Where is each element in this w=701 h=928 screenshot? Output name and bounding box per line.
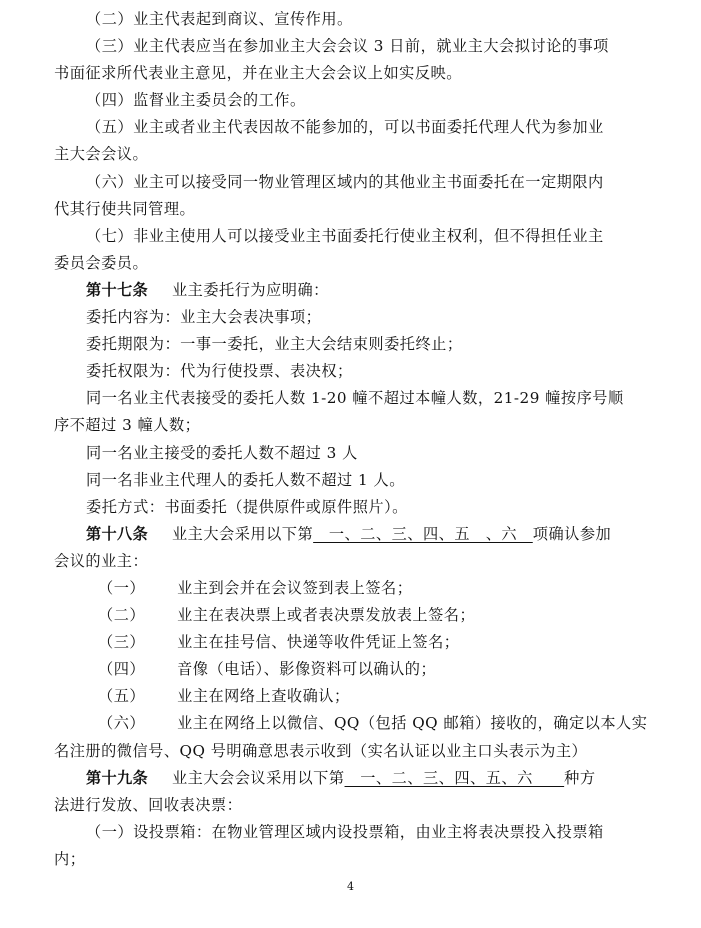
- article-17-item: 委托权限为：代为行使投票、表决权；: [86, 362, 353, 381]
- item-text: 业主在挂号信、快递等收件凭证上签名；: [177, 633, 460, 652]
- article-17-item: 委托内容为：业主大会表决事项；: [86, 308, 322, 327]
- article-18-post: 项确认参加: [532, 524, 612, 543]
- paragraph-line: （二）业主代表起到商议、宣传作用。: [86, 10, 353, 28]
- article-19-heading: 第十九条: [86, 768, 148, 787]
- article-17-line: 委托方式：书面委托（提供原件或原件照片）。: [86, 497, 408, 516]
- paragraph-line: 代其行使共同管理。: [54, 199, 196, 218]
- paragraph-line: （六）业主可以接受同一物业管理区域内的其他业主书面委托在一定期限内: [86, 172, 604, 191]
- page-number: 4: [347, 880, 354, 893]
- item-number: （六）: [98, 714, 146, 733]
- paragraph-line: （四）监督业主委员会的工作。: [86, 91, 306, 110]
- article-17-line: 同一名业主接受的委托人数不超过 3 人: [86, 443, 358, 462]
- item-text: 音像（电话）、影像资料可以确认的；: [177, 660, 437, 679]
- paragraph-line: （五）业主或者业主代表因故不能参加的，可以书面委托代理人代为参加业: [86, 118, 604, 137]
- body-text: [54, 6, 654, 873]
- article-18-item: [54, 575, 654, 602]
- item-number: （四）: [98, 660, 146, 679]
- article-19: [54, 765, 654, 792]
- article-19-filled-blank: 一、二、三、四、五、六: [344, 768, 565, 787]
- article-17-item: 委托期限为：一事一委托，业主大会结束则委托终止；: [86, 335, 463, 354]
- paragraph-line: （三）业主代表应当在参加业主大会会议 3 日前，就业主大会拟讨论的事项: [86, 37, 609, 56]
- article-19-item: 内；: [54, 849, 86, 868]
- paragraph-line: （七）非业主使用人可以接受业主书面委托行使业主权利，但不得担任业主: [86, 226, 604, 245]
- article-17-line: 序不超过 3 幢人数；: [54, 416, 201, 435]
- article-17-line: 同一名业主代表接受的委托人数 1-20 幢不超过本幢人数，21-29 幢按序号顺: [86, 389, 624, 408]
- article-19-post: 种方: [564, 768, 596, 787]
- article-17: [54, 277, 654, 304]
- article-18: [54, 521, 654, 548]
- article-17-line: 同一名非业主代理人的委托人数不超过 1 人。: [86, 470, 405, 489]
- article-19-pre: 业主大会会议采用以下第: [171, 768, 345, 787]
- article-17-heading: 第十七条: [86, 280, 148, 299]
- item-text: 业主到会并在会议签到表上签名；: [177, 578, 413, 597]
- item-number: （二）: [98, 606, 146, 625]
- item-text: 业主在表决票上或者表决票发放表上签名；: [177, 606, 476, 625]
- item-text: 业主在网络上查收确认；: [177, 687, 350, 706]
- article-18-heading: 第十八条: [86, 524, 148, 543]
- article-18-item: [54, 602, 654, 629]
- article-18-item: [54, 629, 654, 656]
- article-19-item: （一）设投票箱：在物业管理区域内设投票箱，由业主将表决票投入投票箱: [86, 822, 604, 841]
- item-number: （三）: [98, 633, 146, 652]
- article-18-item: [54, 683, 654, 710]
- article-18-item: [54, 710, 654, 737]
- article-18-pre: 业主大会采用以下第: [171, 524, 314, 543]
- item-number: （一）: [98, 578, 146, 597]
- article-18-cont: 会议的业主：: [54, 551, 149, 570]
- item-number: （五）: [98, 687, 146, 706]
- article-18-filled-blank: 一、二、三、四、五 、六: [313, 524, 533, 543]
- article-18-last: 名注册的微信号、QQ 号明确意思表示收到（实名认证以业主口头表示为主）: [54, 741, 588, 760]
- paragraph-line: 主大会会议。: [54, 145, 149, 164]
- paragraph-line: 委员会委员。: [54, 253, 149, 272]
- article-19-cont: 法进行发放、回收表决票：: [54, 795, 243, 814]
- article-17-text: 业主委托行为应明确：: [171, 280, 329, 299]
- paragraph-line: 书面征求所代表业主意见，并在业主大会会议上如实反映。: [54, 64, 462, 83]
- article-18-item: [54, 656, 654, 683]
- item-text: 业主在网络上以微信、QQ（包括 QQ 邮箱）接收的，确定以本人实: [177, 714, 648, 733]
